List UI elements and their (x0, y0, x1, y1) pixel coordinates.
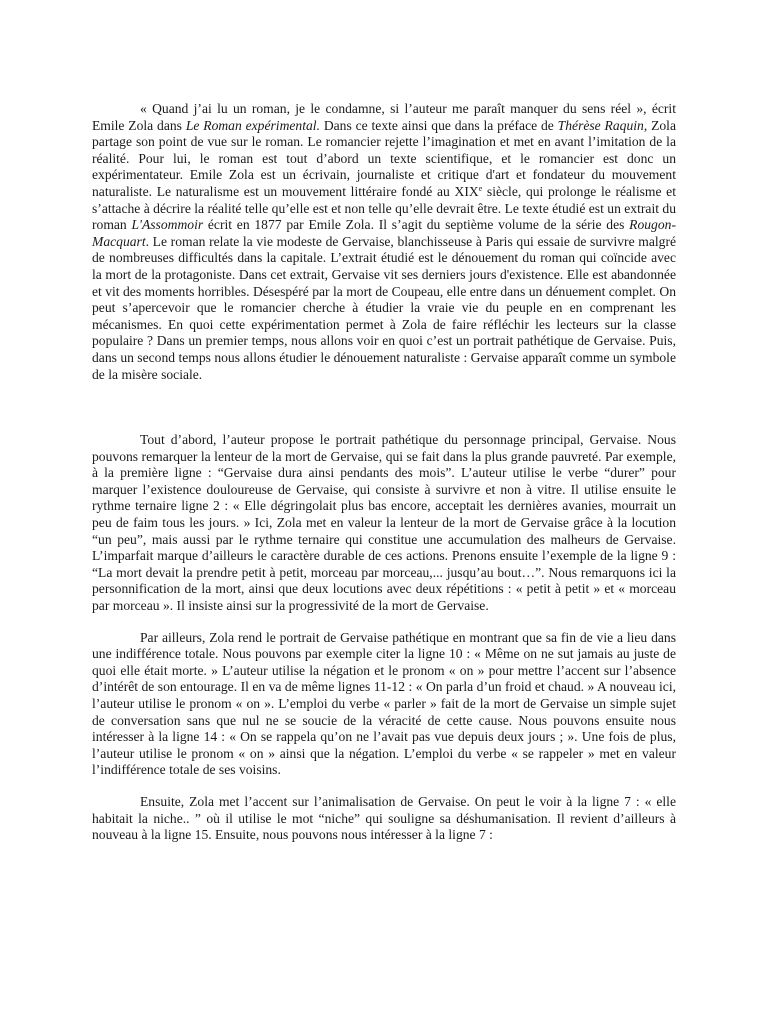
paragraph-portrait-pathetique: Tout d’abord, l’auteur propose le portrait pathétique du personnage principal, Gervaise. Nous pouvons remarquer la lenteur de la mort de Gervaise, qui se fait dans la plus grande pauvreté. Par exemple, à la première ligne : “Gervaise dura ainsi pendants des mois”. L’auteur utilise le verbe “durer” pour marquer l’existence douloureuse de Gervaise, qui consiste à survivre et non à vitre. Il utilise ensuite le rythme ternaire ligne 2 : « Elle dégringolait plus bas encore, acceptait les dernières avanies, mourrait un peu de faim tous les jours. » Ici, Zola met en valeur la lenteur de la mort de Gervaise grâce à la locution “un peu”, mais aussi par le rythme ternaire qui constitue une accumulation des malheurs de Gervaise. L’imparfait marque d’ailleurs le caractère durable de ces actions. Prenons ensuite l’exemple de la ligne 9 : “La mort devait la prendre petit à petit, morceau par morceau,... jusqu’au bout…”. Nous remarquons ici la personnification de la mort, ainsi que deux locutions avec deux répétitions : « petit à petit » et « morceau par morceau ». Il insiste ainsi sur la progressivité de la mort de Gervaise. (92, 432, 676, 614)
intro-text-5: écrit en 1877 par Emile Zola. Il s’agit du septième volume de la série des (203, 217, 630, 233)
intro-text-4: siècle, qui prolonge le réalisme et s’attache à décrire la réalité telle qu’elle est et non telle qu’elle devrait être. Le texte étudié est un extrait du roman (92, 183, 676, 233)
intro-text-2: Dans ce texte ainsi que dans la préface de (319, 117, 558, 133)
intro-text-6: . Le roman relate la vie modeste de Gervaise, blanchisseuse à Paris qui essaie de survivre malgré de nombreuses difficultés dans la capitale. L’extrait étudié est le dénouement du roman qui coïncide avec la mort de la protagoniste. Dans cet extrait, Gervaise vit ses derniers jours d'existence. Elle est abandonnée et vit des moments horribles. Désespéré par la mort de Coupeau, elle entre dans un dénuement complet. On peut s’apercevoir que le romancier cherche à étudier la vraie vie du peuple en en comprenant les mécanismes. En quoi cette expérimentation permet à Zola de faire réfléchir les lecteurs sur la classe populaire ? Dans un premier temps, nous allons voir en quoi c’est un portrait pathétique de Gervaise. Puis, dans un second temps nous allons étudier le dénouement naturaliste : Gervaise apparaît comme un symbole de la misère sociale. (92, 233, 676, 382)
book-title-rougon-macquart: Rougon-Macquart (92, 217, 676, 249)
paragraph-introduction (92, 101, 676, 383)
century-superscript: e (478, 183, 483, 193)
document-page (92, 101, 676, 844)
book-title-assommoir: L'Assommoir (131, 217, 204, 233)
intro-text-3: , Zola partage son point de vue sur le roman. Le romancier rejette l’imagination et met en avant l’imitation de la réalité. Pour lui, le roman est tout d’abord un texte scientifique, et le romancier est donc un expérimentateur. Emile Zola est un écrivain, journaliste et critique d'art et fondateur du mouvement naturaliste. Le naturalisme est un mouvement littéraire fondé au XIX (92, 117, 676, 199)
book-title-roman-experimental: Le Roman expérimental. (185, 117, 320, 133)
paragraph-indifference: Par ailleurs, Zola rend le portrait de Gervaise pathétique en montrant que sa fin de vie a lieu dans une indifférence totale. Nous pouvons par exemple citer la ligne 10 : « Même on ne sut jamais au juste de quoi elle était morte. » L’auteur utilise la négation et le pronom « on » pour mettre l’accent sur l’absence d’intérêt de son entourage. Il en va de même lignes 11-12 : « On parla d’un froid et chaud. » A nouveau ici, l’auteur utilise le pronom « on ». L’emploi du verbe « parler » fait de la mort de Gervaise un simple sujet de conversation sans que nul ne se soucie de la véracité de cette cause. Nous pouvons ensuite nous intéresser à la ligne 14 : « On se rappela qu’on ne l’avait pas vue depuis deux jours ; ». Une fois de plus, l’auteur utilise le pronom « on » ainsi que la négation. L’emploi du verbe « se rappeler » met en valeur l’indifférence totale de ses voisins. (92, 629, 676, 778)
book-title-therese-raquin: Thérèse Raquin (557, 117, 644, 133)
paragraph-animalisation: Ensuite, Zola met l’accent sur l’animalisation de Gervaise. On peut le voir à la ligne 7 : « elle habitait la niche.. ” où il utilise le mot “niche” qui souligne sa déshumanisation. Il revient d’ailleurs à nouveau à la ligne 15. Ensuite, nous pouvons nous intéresser à la ligne 7 : (92, 793, 676, 843)
intro-text-1: « Quand j’ai lu un roman, je le condamne, si l’auteur me paraît manquer du sens réel », écrit Emile Zola dans (92, 101, 676, 133)
